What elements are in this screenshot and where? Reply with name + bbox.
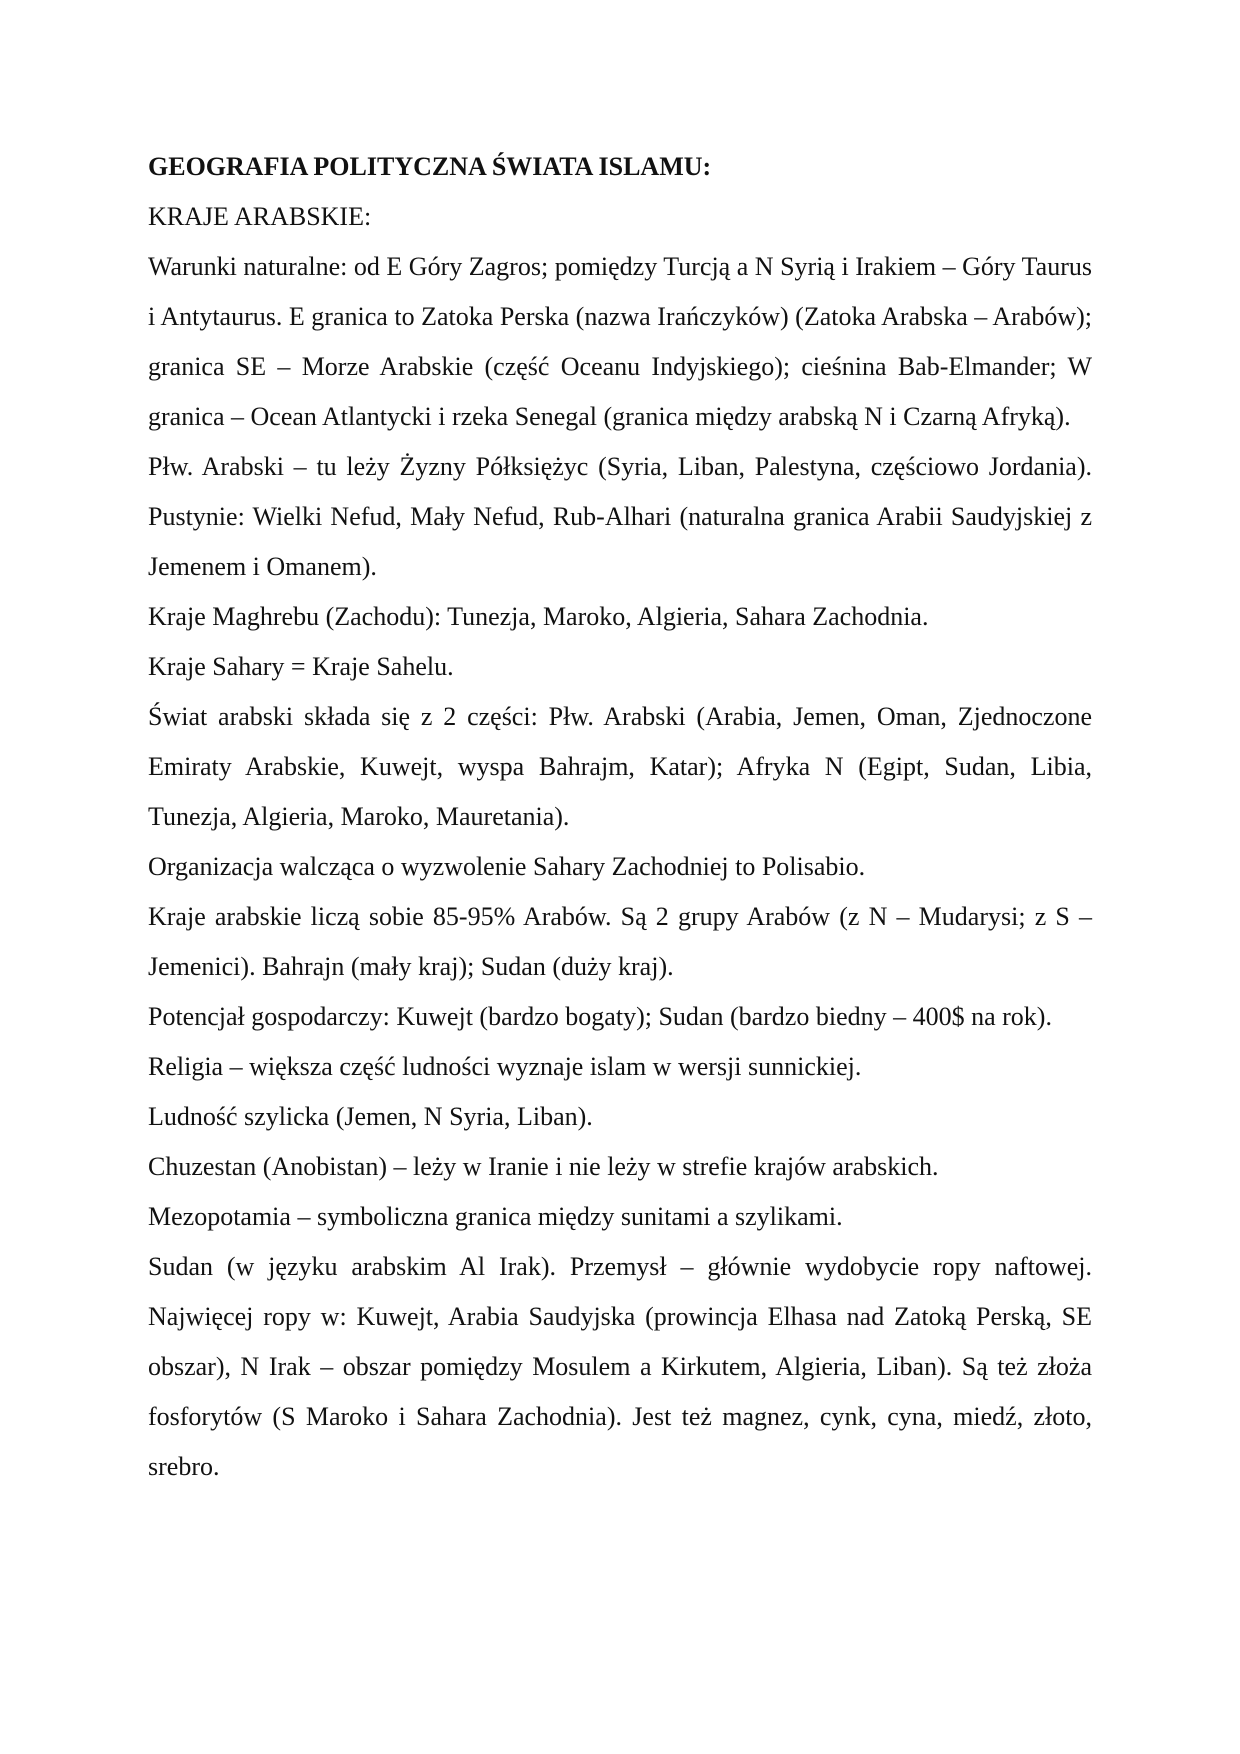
paragraph-mesopotamia: Mezopotamia – symboliczna granica między sunitami a szylikami. <box>148 1202 843 1231</box>
paragraph-polisabio: Organizacja walcząca o wyzwolenie Sahary Zachodniej to Polisabio. <box>148 852 866 881</box>
paragraph-sahara: Kraje Sahary = Kraje Sahelu. <box>148 652 454 681</box>
paragraph-religion: Religia – większa część ludności wyznaje islam w wersji sunnickiej. <box>148 1052 862 1081</box>
document-body <box>148 142 1092 1492</box>
paragraph-economic-potential: Potencjał gospodarczy: Kuwejt (bardzo bogaty); Sudan (bardzo biedny – 400$ na rok). <box>148 1002 1052 1031</box>
section-heading: KRAJE ARABSKIE: <box>148 202 372 231</box>
paragraph-khuzestan: Chuzestan (Anobistan) – leży w Iranie i nie leży w strefie krajów arabskich. <box>148 1152 939 1181</box>
paragraph-arabian-peninsula: Płw. Arabski – tu leży Żyzny Półksiężyc (Syria, Liban, Palestyna, częściowo Jordania). Pustynie: Wielki Nefud, Mały Nefud, Rub-Alhari (naturalna granica Arabii Saudyjskiej z Jemenem i Omanem). <box>148 452 1092 581</box>
paragraph-shia-population: Ludność szylicka (Jemen, N Syria, Liban). <box>148 1102 593 1131</box>
paragraph-natural-conditions: Warunki naturalne: od E Góry Zagros; pomiędzy Turcją a N Syrią i Irakiem – Góry Taurus i Antytaurus. E granica to Zatoka Perska (nazwa Irańczyków) (Zatoka Arabska – Arabów); granica SE – Morze Arabskie (część Oceanu Indyjskiego); cieśnina Bab-Elmander; W granica – Ocean Atlantycki i rzeka Senegal (granica między arabską N i Czarną Afryką). <box>148 252 1092 431</box>
paragraph-maghreb: Kraje Maghrebu (Zachodu): Tunezja, Maroko, Algieria, Sahara Zachodnia. <box>148 602 929 631</box>
document-title: GEOGRAFIA POLITYCZNA ŚWIATA ISLAMU: <box>148 152 712 181</box>
paragraph-industry: Sudan (w języku arabskim Al Irak). Przemysł – głównie wydobycie ropy naftowej. Najwięcej ropy w: Kuwejt, Arabia Saudyjska (prowincja Elhasa nad Zatoką Perską, SE obszar), N Irak – obszar pomiędzy Mosulem a Kirkutem, Algieria, Liban). Są też złoża fosforytów (S Maroko i Sahara Zachodnia). Jest też magnez, cynk, cyna, miedź, złoto, srebro. <box>148 1252 1092 1481</box>
paragraph-population: Kraje arabskie liczą sobie 85-95% Arabów. Są 2 grupy Arabów (z N – Mudarysi; z S – Jemenici). Bahrajn (mały kraj); Sudan (duży kraj). <box>148 902 1092 981</box>
paragraph-arab-world-parts: Świat arabski składa się z 2 części: Płw. Arabski (Arabia, Jemen, Oman, Zjednoczone Emiraty Arabskie, Kuwejt, wyspa Bahrajm, Katar); Afryka N (Egipt, Sudan, Libia, Tunezja, Algieria, Maroko, Mauretania). <box>148 702 1092 831</box>
